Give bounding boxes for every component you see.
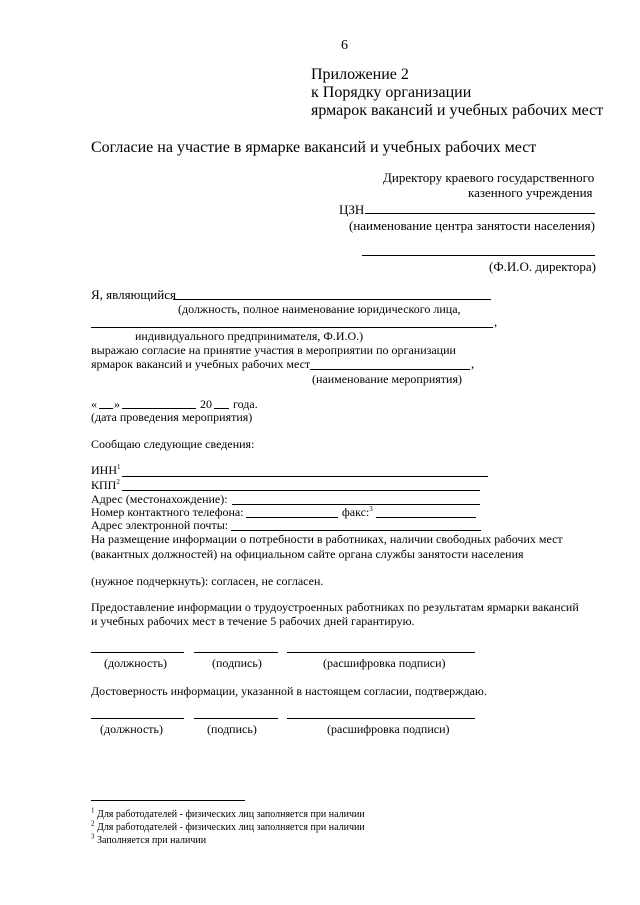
sig2-decoding-caption: (расшифровка подписи) — [327, 722, 450, 736]
sig2-signature-caption: (подпись) — [207, 722, 257, 736]
sig1-signature-field[interactable] — [194, 652, 278, 653]
footnote-3: $^3$ Заполняется при наличии — [91, 832, 207, 846]
phone-label: Номер контактного телефона: — [91, 505, 244, 519]
appendix-line-2: к Порядку организации — [311, 84, 472, 101]
i-am-label: Я, являющийся — [91, 287, 176, 302]
date-open-quote: « — [91, 397, 97, 411]
phone-field[interactable] — [246, 517, 338, 518]
footnote-2: $^2$ Для работодателей - физических лиц заполняется при наличии — [91, 819, 365, 833]
sig1-signature-caption: (подпись) — [212, 656, 262, 670]
reliability-text: Достоверность информации, указанной в настоящем согласии, подтверждаю. — [91, 684, 487, 698]
inn-field[interactable] — [122, 476, 488, 477]
footnote-ref-1: 1 — [117, 463, 121, 471]
placement-text-2: (вакантных должностей) на официальном сайте органа службы занятости населения — [91, 547, 524, 561]
footnote-ref-2: 2 — [116, 478, 120, 486]
kpp-field[interactable] — [122, 490, 480, 491]
inn-label: ИНН$^1$ — [91, 463, 121, 477]
document-title: Согласие на участие в ярмарке вакансий и учебных рабочих мест — [91, 139, 537, 156]
sig2-position-field[interactable] — [91, 718, 184, 719]
fax-label: факс:$^3$ — [342, 505, 373, 519]
director-fio-caption: (Ф.И.О. директора) — [489, 259, 596, 274]
kpp-label: КПП$^2$ — [91, 478, 120, 492]
fairs-prefix-text: ярмарок вакансий и учебных рабочих мест — [91, 357, 311, 371]
addressee-line-2: казенного учреждения — [468, 185, 593, 200]
director-fio-field[interactable] — [362, 255, 595, 256]
fax-field[interactable] — [376, 517, 476, 518]
comma-mark: , — [494, 314, 498, 329]
sig1-decoding-caption: (расшифровка подписи) — [323, 656, 446, 670]
sig2-position-caption: (должность) — [100, 722, 163, 736]
sig1-decoding-field[interactable] — [287, 652, 475, 653]
footnote-ref-3: 3 — [369, 505, 373, 513]
czn-caption: (наименование центра занятости населения) — [349, 218, 595, 233]
address-label: Адрес (местонахождение): — [91, 492, 228, 506]
express-consent-text: выражаю согласие на принятие участия в мероприятии по организации — [91, 343, 456, 357]
email-field[interactable] — [231, 530, 481, 531]
sig1-position-caption: (должность) — [104, 656, 167, 670]
position-field[interactable] — [173, 299, 491, 300]
provision-text-2: и учебных рабочих мест в течение 5 рабочих дней гарантирую. — [91, 614, 415, 628]
year-prefix: 20 — [200, 397, 212, 411]
entrepreneur-field[interactable] — [91, 327, 493, 328]
date-day-field[interactable] — [99, 408, 113, 409]
sig1-position-field[interactable] — [91, 652, 184, 653]
position-caption: (должность, полное наименование юридического лица, — [178, 302, 461, 316]
appendix-line-3: ярмарок вакансий и учебных рабочих мест — [311, 102, 604, 119]
footnote-1: $^1$ Для работодателей - физических лиц заполняется при наличии — [91, 806, 365, 820]
underline-choice-text: (нужное подчеркнуть): согласен, не согласен. — [91, 574, 324, 588]
placement-text-1: На размещение информации о потребности в работниках, наличии свободных рабочих мест — [91, 532, 563, 546]
appendix-line-1: Приложение 2 — [311, 66, 409, 83]
report-info-text: Сообщаю следующие сведения: — [91, 437, 255, 451]
entrepreneur-caption: индивидуального предпринимателя, Ф.И.О.) — [135, 329, 364, 343]
czn-field[interactable] — [365, 213, 595, 214]
comma-mark-2: , — [471, 356, 475, 371]
provision-text-1: Предоставление информации о трудоустроенных работниках по результатам ярмарки вакансий — [91, 600, 579, 614]
footnote-separator — [91, 800, 245, 801]
year-suffix: года. — [233, 397, 258, 411]
sig2-decoding-field[interactable] — [287, 718, 475, 719]
page-number: 6 — [341, 38, 348, 53]
sig2-signature-field[interactable] — [194, 718, 278, 719]
event-caption: (наименование мероприятия) — [312, 372, 462, 386]
date-caption: (дата проведения мероприятия) — [91, 410, 253, 424]
czn-label: ЦЗН — [339, 202, 365, 217]
addressee-line-1: Директору краевого государственного — [383, 170, 595, 185]
date-close-quote: » — [114, 397, 120, 411]
event-name-field[interactable] — [310, 369, 470, 370]
date-month-field[interactable] — [122, 408, 196, 409]
email-label: Адрес электронной почты: — [91, 518, 229, 532]
date-year-field[interactable] — [214, 408, 229, 409]
